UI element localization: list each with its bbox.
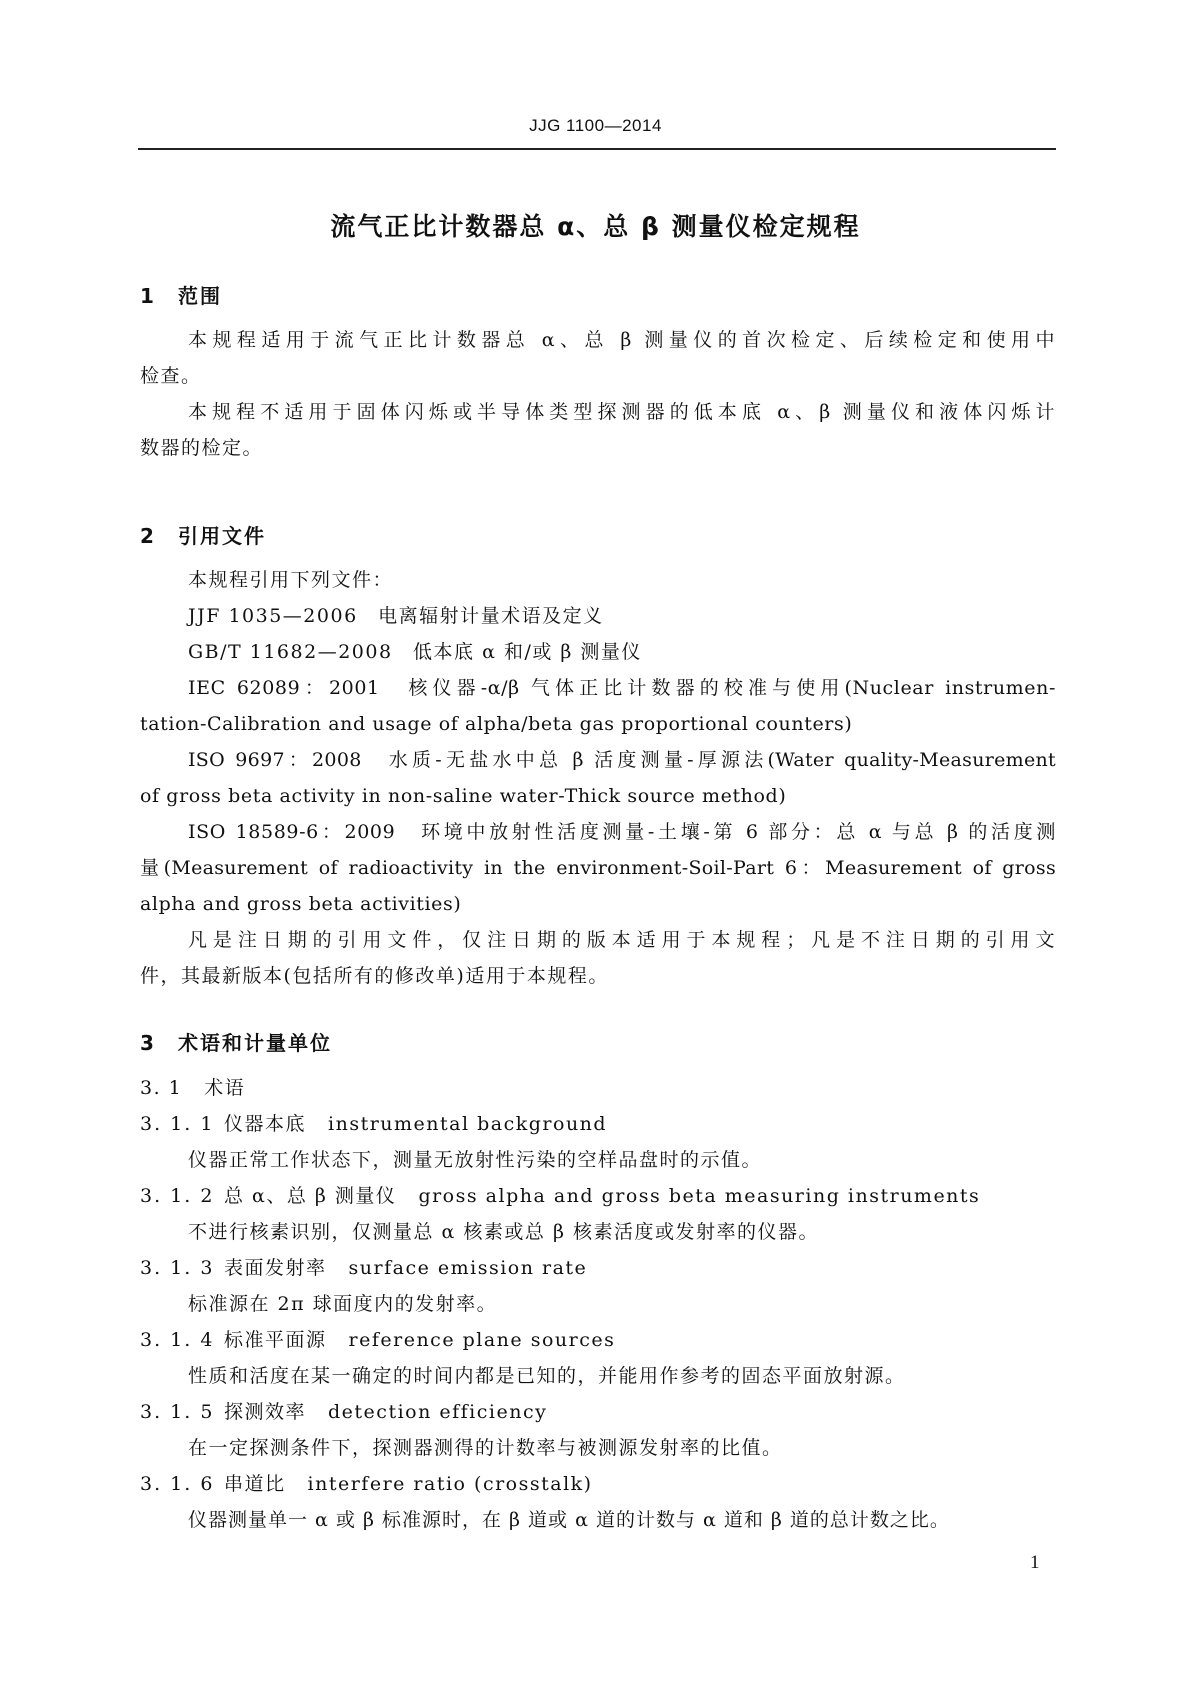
term-heading (140, 1106, 607, 1142)
references-note-line-2: 件，其最新版本(包括所有的修改单)适用于本规程。 (140, 965, 609, 987)
scope-paragraph-2-line-1: 本规程不适用于固体闪烁或半导体类型探测器的低本底 α、β 测量仪和液体闪烁计 (188, 401, 1056, 423)
term-definition: 不进行核素识别，仅测量总 α 核素或总 β 核素活度或发射率的仪器。 (188, 1221, 819, 1243)
term-number: 3. 1. 5 (140, 1401, 215, 1423)
reference-item: ISO 18589-6：2009 环境中放射性活度测量-土壤-第 6 部分：总 α 与总 β 的活度测 (188, 821, 1056, 843)
term-english: reference plane sources (348, 1329, 616, 1351)
subsection-title: 术语 (204, 1077, 246, 1099)
section-title: 范围 (178, 284, 222, 308)
term-name: 标准平面源 (224, 1329, 327, 1351)
term-number: 3. 1. 3 (140, 1257, 215, 1279)
reference-item-continued: of gross beta activity in non-saline water-Thick source method) (140, 785, 787, 807)
term-english: detection efficiency (328, 1401, 548, 1423)
section-1-heading (140, 280, 222, 309)
subsection-number: 3. 1 (140, 1077, 183, 1099)
term-heading (140, 1466, 593, 1502)
term-number: 3. 1. 1 (140, 1113, 215, 1135)
term-number: 3. 1. 2 (140, 1185, 215, 1207)
term-english: gross alpha and gross beta measuring instruments (418, 1185, 981, 1207)
header-rule (138, 148, 1056, 150)
term-name: 总 α、总 β 测量仪 (224, 1185, 397, 1207)
term-definition: 仪器正常工作状态下，测量无放射性污染的空样品盘时的示值。 (188, 1149, 763, 1171)
section-title: 引用文件 (178, 524, 266, 548)
term-definition: 仪器测量单一 α 或 β 标准源时，在 β 道或 α 道的计数与 α 道和 β 道的总计数之比。 (188, 1509, 950, 1531)
scope-paragraph-1-line-2: 检查。 (140, 365, 202, 387)
references-intro: 本规程引用下列文件： (188, 569, 394, 591)
section-2-heading (140, 520, 266, 549)
term-english: surface emission rate (348, 1257, 588, 1279)
running-header: JJG 1100—2014 (529, 116, 662, 135)
reference-item-continued: alpha and gross beta activities) (140, 893, 462, 915)
term-definition: 性质和活度在某一确定的时间内都是已知的，并能用作参考的固态平面放射源。 (188, 1365, 906, 1387)
section-number: 1 (140, 284, 156, 308)
page-number: 1 (1030, 1552, 1040, 1573)
term-name: 串道比 (224, 1473, 286, 1495)
subsection-3-1-heading (140, 1070, 245, 1106)
term-heading (140, 1250, 587, 1286)
document-title: 流气正比计数器总 α、总 β 测量仪检定规程 (330, 212, 861, 241)
term-heading (140, 1394, 547, 1430)
reference-item: JJF 1035—2006 电离辐射计量术语及定义 (188, 605, 604, 627)
term-heading (140, 1178, 980, 1214)
reference-item-continued: tation-Calibration and usage of alpha/beta gas proportional counters) (140, 713, 853, 735)
scope-paragraph-1-line-1: 本规程适用于流气正比计数器总 α、总 β 测量仪的首次检定、后续检定和使用中 (188, 329, 1056, 351)
section-3-heading (140, 1027, 332, 1056)
reference-item: IEC 62089：2001 核仪器-α/β 气体正比计数器的校准与使用(Nuclear instrumen- (188, 677, 1056, 699)
term-name: 仪器本底 (224, 1113, 307, 1135)
reference-item-continued: 量(Measurement of radioactivity in the environment-Soil-Part 6：Measurement of gross (140, 857, 1056, 879)
term-definition: 标准源在 2π 球面度内的发射率。 (188, 1293, 498, 1315)
reference-item: ISO 9697：2008 水质-无盐水中总 β 活度测量-厚源法(Water quality-Measurement (188, 749, 1056, 771)
term-name: 探测效率 (224, 1401, 307, 1423)
section-number: 3 (140, 1031, 156, 1055)
term-number: 3. 1. 4 (140, 1329, 215, 1351)
term-name: 表面发射率 (224, 1257, 327, 1279)
references-note-line-1: 凡是注日期的引用文件，仅注日期的版本适用于本规程；凡是不注日期的引用文 (188, 929, 1056, 951)
section-number: 2 (140, 524, 156, 548)
term-english: instrumental background (328, 1113, 608, 1135)
scope-paragraph-2-line-2: 数器的检定。 (140, 437, 264, 459)
section-title: 术语和计量单位 (178, 1031, 332, 1055)
term-english: interfere ratio (crosstalk) (307, 1473, 593, 1495)
term-number: 3. 1. 6 (140, 1473, 215, 1495)
reference-item: GB/T 11682—2008 低本底 α 和/或 β 测量仪 (188, 641, 642, 663)
term-heading (140, 1322, 615, 1358)
term-definition: 在一定探测条件下，探测器测得的计数率与被测源发射率的比值。 (188, 1437, 783, 1459)
